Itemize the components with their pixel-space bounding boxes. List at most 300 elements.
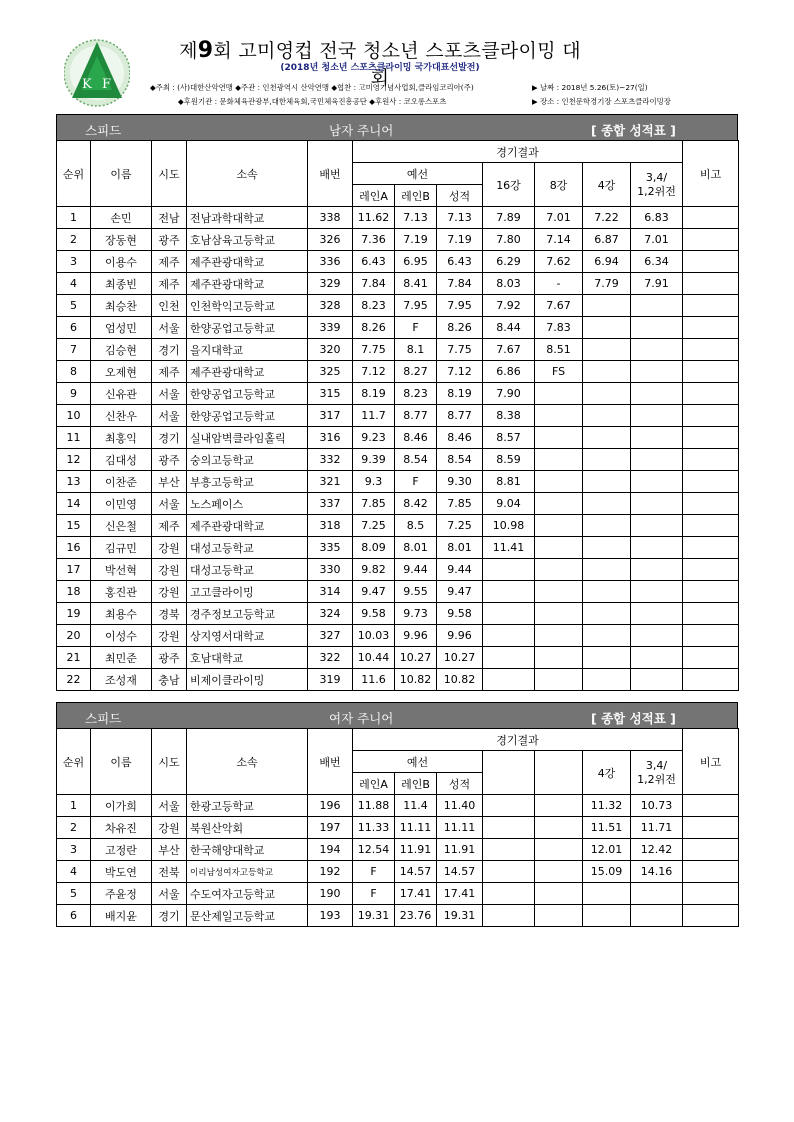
- col-lane-b: 레인B: [395, 185, 437, 207]
- men-cell-score: 7.85: [437, 493, 483, 515]
- men-cell-empty: [683, 339, 739, 361]
- men-cell-empty: [683, 603, 739, 625]
- col-prelim: 예선: [353, 163, 483, 185]
- men-cell-final: [631, 515, 683, 537]
- men-cell-r4: [583, 603, 631, 625]
- men-cell-team: 노스페이스: [187, 493, 308, 515]
- women-cell-rank: 2: [57, 817, 91, 839]
- men-cell-r8: [535, 515, 583, 537]
- men-cell-final: [631, 383, 683, 405]
- men-cell-bib: 320: [308, 339, 353, 361]
- men-cell-rank: 16: [57, 537, 91, 559]
- men-cell-score: 7.12: [437, 361, 483, 383]
- women-cell-empty: [535, 883, 583, 905]
- women-cell-final: 10.73: [631, 795, 683, 817]
- women-cell-final: 11.71: [631, 817, 683, 839]
- women-cell-b: 11.11: [395, 817, 437, 839]
- women-cell-name: 박도연: [91, 861, 152, 883]
- men-cell-name: 장동현: [91, 229, 152, 251]
- women-label: [ 종합 성적표 ]: [591, 711, 676, 726]
- men-cell-r8: [535, 559, 583, 581]
- men-cell-name: 김승현: [91, 339, 152, 361]
- men-cell-b: 9.73: [395, 603, 437, 625]
- men-cell-b: 8.27: [395, 361, 437, 383]
- men-cell-a: 9.23: [353, 427, 395, 449]
- men-cell-name: 신유관: [91, 383, 152, 405]
- men-cell-score: 8.77: [437, 405, 483, 427]
- men-cell-b: 6.95: [395, 251, 437, 273]
- men-cell-r8: [535, 427, 583, 449]
- women-cell-region: 전북: [152, 861, 187, 883]
- women-cell-b: 14.57: [395, 861, 437, 883]
- men-cell-a: 11.62: [353, 207, 395, 229]
- col-r8: 8강: [535, 163, 583, 207]
- men-cell-final: [631, 537, 683, 559]
- men-cell-a: 11.7: [353, 405, 395, 427]
- women-cell-team: 한광고등학교: [187, 795, 308, 817]
- women-cell-rank: 4: [57, 861, 91, 883]
- men-cell-r8: [535, 471, 583, 493]
- men-cell-region: 인천: [152, 295, 187, 317]
- men-cell-b: 9.55: [395, 581, 437, 603]
- men-cell-b: 10.27: [395, 647, 437, 669]
- men-cell-r8: 7.67: [535, 295, 583, 317]
- men-section-bar: [56, 114, 738, 141]
- men-cell-region: 경기: [152, 427, 187, 449]
- men-cell-final: [631, 669, 683, 691]
- men-cell-empty: [683, 537, 739, 559]
- men-cell-empty: [683, 207, 739, 229]
- men-cell-bib: 330: [308, 559, 353, 581]
- women-cell-final: 14.16: [631, 861, 683, 883]
- women-cell-team: 북원산악회: [187, 817, 308, 839]
- men-cell-r16: 7.90: [483, 383, 535, 405]
- men-cell-rank: 6: [57, 317, 91, 339]
- men-cell-name: 최승찬: [91, 295, 152, 317]
- men-cell-r8: [535, 625, 583, 647]
- women-row: [57, 883, 739, 905]
- women-cell-empty: [483, 839, 535, 861]
- women-cell-a: 11.88: [353, 795, 395, 817]
- men-cell-rank: 9: [57, 383, 91, 405]
- men-cell-r4: [583, 405, 631, 427]
- men-cell-score: 9.44: [437, 559, 483, 581]
- men-cell-r8: 7.01: [535, 207, 583, 229]
- men-cell-team: 대성고등학교: [187, 559, 308, 581]
- men-cell-region: 서울: [152, 405, 187, 427]
- men-cell-name: 신은철: [91, 515, 152, 537]
- col-note: 비고: [683, 729, 739, 795]
- men-cell-rank: 21: [57, 647, 91, 669]
- men-row: [57, 625, 739, 647]
- men-cell-r16: 11.41: [483, 537, 535, 559]
- men-cell-r16: [483, 581, 535, 603]
- men-cell-a: 10.03: [353, 625, 395, 647]
- men-row: [57, 383, 739, 405]
- men-cell-final: [631, 427, 683, 449]
- men-cell-team: 제주관광대학교: [187, 515, 308, 537]
- men-cell-r8: 7.14: [535, 229, 583, 251]
- men-cell-final: 6.83: [631, 207, 683, 229]
- men-cell-team: 실내암벽클라임홀릭: [187, 427, 308, 449]
- col-score: 성적: [437, 185, 483, 207]
- men-cell-a: 9.47: [353, 581, 395, 603]
- men-cell-r8: [535, 581, 583, 603]
- men-cell-name: 이찬준: [91, 471, 152, 493]
- men-cell-rank: 1: [57, 207, 91, 229]
- men-cell-bib: 321: [308, 471, 353, 493]
- men-cell-bib: 315: [308, 383, 353, 405]
- men-cell-a: 8.19: [353, 383, 395, 405]
- men-cell-bib: 327: [308, 625, 353, 647]
- women-cell-a: 11.33: [353, 817, 395, 839]
- men-cell-r16: [483, 603, 535, 625]
- men-row: [57, 273, 739, 295]
- men-cell-b: 8.42: [395, 493, 437, 515]
- men-cell-empty: [683, 273, 739, 295]
- men-cell-bib: 317: [308, 405, 353, 427]
- men-cell-a: 7.12: [353, 361, 395, 383]
- men-cell-a: 9.3: [353, 471, 395, 493]
- women-cell-team: 문산제일고등학교: [187, 905, 308, 927]
- col-empty-b: [535, 751, 583, 795]
- men-cell-empty: [683, 647, 739, 669]
- men-cell-score: 6.43: [437, 251, 483, 273]
- men-cell-bib: 314: [308, 581, 353, 603]
- men-cell-final: 7.91: [631, 273, 683, 295]
- men-cell-r8: 7.62: [535, 251, 583, 273]
- federation-logo: [64, 36, 130, 110]
- men-cell-r8: 7.83: [535, 317, 583, 339]
- women-cell-bib: 196: [308, 795, 353, 817]
- men-cell-r8: FS: [535, 361, 583, 383]
- men-cell-a: 9.39: [353, 449, 395, 471]
- men-cell-score: 10.27: [437, 647, 483, 669]
- col-region: 시도: [152, 141, 187, 207]
- men-cell-a: 9.82: [353, 559, 395, 581]
- men-cell-b: 7.19: [395, 229, 437, 251]
- men-cell-rank: 20: [57, 625, 91, 647]
- men-cell-name: 박선혁: [91, 559, 152, 581]
- men-cell-rank: 12: [57, 449, 91, 471]
- women-cell-empty: [683, 861, 739, 883]
- men-cell-bib: 322: [308, 647, 353, 669]
- men-cell-a: 11.6: [353, 669, 395, 691]
- men-cell-score: 7.25: [437, 515, 483, 537]
- men-cell-a: 7.84: [353, 273, 395, 295]
- logo-letter-f: F: [102, 77, 112, 92]
- men-cell-name: 김대성: [91, 449, 152, 471]
- men-cell-score: 10.82: [437, 669, 483, 691]
- men-cell-r16: 8.59: [483, 449, 535, 471]
- col-final: 3,4/ 1,2위전: [631, 751, 683, 795]
- men-cell-region: 전남: [152, 207, 187, 229]
- men-cell-r16: 8.81: [483, 471, 535, 493]
- event-place: ▶ 장소 : 인천문학경기장 스포츠클라이밍장: [532, 97, 671, 106]
- col-r16: 16강: [483, 163, 535, 207]
- men-cell-r16: [483, 669, 535, 691]
- men-cell-score: 8.19: [437, 383, 483, 405]
- men-cell-team: 제주관광대학교: [187, 273, 308, 295]
- men-cell-rank: 7: [57, 339, 91, 361]
- women-cell-empty: [683, 817, 739, 839]
- women-cell-empty: [683, 839, 739, 861]
- men-cell-empty: [683, 405, 739, 427]
- men-division: 남자 주니어: [329, 123, 394, 138]
- women-cell-a: 12.54: [353, 839, 395, 861]
- men-cell-rank: 2: [57, 229, 91, 251]
- men-cell-final: 7.01: [631, 229, 683, 251]
- men-cell-name: 최용수: [91, 603, 152, 625]
- men-cell-rank: 10: [57, 405, 91, 427]
- men-cell-r8: [535, 493, 583, 515]
- men-row: [57, 537, 739, 559]
- men-cell-final: [631, 405, 683, 427]
- men-cell-a: 7.25: [353, 515, 395, 537]
- women-results-table: [56, 728, 739, 927]
- men-cell-r4: [583, 383, 631, 405]
- men-cell-r4: 6.87: [583, 229, 631, 251]
- men-row: [57, 493, 739, 515]
- men-cell-name: 엄성민: [91, 317, 152, 339]
- men-cell-region: 부산: [152, 471, 187, 493]
- men-cell-score: 9.47: [437, 581, 483, 603]
- men-cell-empty: [683, 449, 739, 471]
- organizer-info: ◆주최 : (사)대한산악연맹 ◆주관 : 인천광역시 산악연맹 ◆협찬 : 고미영기념사업회,클라임코리아(주): [150, 83, 474, 92]
- men-cell-region: 광주: [152, 229, 187, 251]
- men-cell-r16: [483, 625, 535, 647]
- men-cell-name: 손민: [91, 207, 152, 229]
- col-bib: 배번: [308, 729, 353, 795]
- women-cell-region: 강원: [152, 817, 187, 839]
- women-cell-a: F: [353, 883, 395, 905]
- women-cell-r4: [583, 905, 631, 927]
- men-cell-name: 김규민: [91, 537, 152, 559]
- page-subtitle: (2018년 청소년 스포츠클라이밍 국가대표선발전): [280, 63, 480, 73]
- men-cell-empty: [683, 295, 739, 317]
- men-cell-r8: -: [535, 273, 583, 295]
- men-cell-a: 8.09: [353, 537, 395, 559]
- col-empty-a: [483, 751, 535, 795]
- men-results-table: [56, 140, 739, 691]
- women-cell-name: 배지윤: [91, 905, 152, 927]
- men-cell-region: 제주: [152, 273, 187, 295]
- women-cell-bib: 194: [308, 839, 353, 861]
- men-cell-bib: 339: [308, 317, 353, 339]
- women-cell-region: 부산: [152, 839, 187, 861]
- men-cell-empty: [683, 581, 739, 603]
- men-category: 스피드: [85, 123, 122, 138]
- men-row: [57, 603, 739, 625]
- men-cell-region: 서울: [152, 493, 187, 515]
- men-cell-score: 7.19: [437, 229, 483, 251]
- women-section-bar: [56, 702, 738, 729]
- men-cell-name: 신찬우: [91, 405, 152, 427]
- men-cell-b: F: [395, 317, 437, 339]
- men-cell-name: 이용수: [91, 251, 152, 273]
- men-cell-final: [631, 471, 683, 493]
- men-cell-team: 제주관광대학교: [187, 251, 308, 273]
- men-cell-team: 고고클라이밍: [187, 581, 308, 603]
- men-cell-region: 제주: [152, 251, 187, 273]
- men-cell-team: 호남삼육고등학교: [187, 229, 308, 251]
- women-cell-score: 11.11: [437, 817, 483, 839]
- men-cell-r4: [583, 317, 631, 339]
- logo-letter-k: K: [82, 77, 92, 92]
- men-cell-score: 9.30: [437, 471, 483, 493]
- col-rank: 순위: [57, 141, 91, 207]
- men-cell-b: 7.95: [395, 295, 437, 317]
- men-cell-b: 8.23: [395, 383, 437, 405]
- men-row: [57, 669, 739, 691]
- men-cell-empty: [683, 559, 739, 581]
- men-cell-r4: [583, 537, 631, 559]
- men-row: [57, 559, 739, 581]
- men-cell-team: 한양공업고등학교: [187, 405, 308, 427]
- men-cell-team: 제주관광대학교: [187, 361, 308, 383]
- col-name: 이름: [91, 729, 152, 795]
- men-cell-r4: 7.79: [583, 273, 631, 295]
- women-cell-rank: 6: [57, 905, 91, 927]
- men-cell-b: 8.41: [395, 273, 437, 295]
- men-cell-bib: 335: [308, 537, 353, 559]
- men-cell-b: 9.96: [395, 625, 437, 647]
- men-cell-rank: 11: [57, 427, 91, 449]
- men-cell-name: 이성수: [91, 625, 152, 647]
- women-cell-empty: [483, 905, 535, 927]
- men-cell-b: 8.46: [395, 427, 437, 449]
- women-cell-region: 경기: [152, 905, 187, 927]
- men-cell-rank: 13: [57, 471, 91, 493]
- women-cell-rank: 3: [57, 839, 91, 861]
- men-row: [57, 581, 739, 603]
- men-cell-score: 7.75: [437, 339, 483, 361]
- women-row: [57, 817, 739, 839]
- men-cell-region: 강원: [152, 559, 187, 581]
- men-cell-score: 9.58: [437, 603, 483, 625]
- col-lane-a: 레인A: [353, 773, 395, 795]
- col-rank: 순위: [57, 729, 91, 795]
- col-final: 3,4/ 1,2위전: [631, 163, 683, 207]
- men-label: [ 종합 성적표 ]: [591, 123, 676, 138]
- col-note: 비고: [683, 141, 739, 207]
- men-cell-r4: [583, 361, 631, 383]
- men-cell-team: 경주정보고등학교: [187, 603, 308, 625]
- men-cell-team: 상지영서대학교: [187, 625, 308, 647]
- men-cell-r16: [483, 559, 535, 581]
- women-cell-team: 이리남성여자고등학교: [187, 861, 308, 883]
- men-cell-final: [631, 559, 683, 581]
- women-cell-final: [631, 905, 683, 927]
- col-results: 경기결과: [353, 141, 683, 163]
- col-region: 시도: [152, 729, 187, 795]
- men-cell-b: 10.82: [395, 669, 437, 691]
- men-cell-bib: 328: [308, 295, 353, 317]
- men-cell-rank: 17: [57, 559, 91, 581]
- men-cell-r8: [535, 603, 583, 625]
- men-cell-r16: 10.98: [483, 515, 535, 537]
- men-cell-r4: [583, 427, 631, 449]
- women-cell-region: 서울: [152, 883, 187, 905]
- page-title: 제9회 고미영컵 전국 청소년 스포츠클라이밍 대회: [179, 38, 581, 89]
- sponsor-info: ◆후원기관 : 문화체육관광부,대한체육회,국민체육진흥공단 ◆후원사 : 코오롱스포츠: [178, 97, 447, 106]
- men-cell-score: 9.96: [437, 625, 483, 647]
- women-cell-b: 11.4: [395, 795, 437, 817]
- men-cell-bib: 319: [308, 669, 353, 691]
- women-cell-score: 11.40: [437, 795, 483, 817]
- men-cell-bib: 316: [308, 427, 353, 449]
- event-date: ▶ 날짜 : 2018년 5.26(토)~27(일): [532, 83, 648, 92]
- men-cell-r4: [583, 515, 631, 537]
- men-cell-region: 경북: [152, 603, 187, 625]
- men-cell-empty: [683, 669, 739, 691]
- men-cell-final: [631, 295, 683, 317]
- men-cell-team: 한양공업고등학교: [187, 383, 308, 405]
- women-cell-r4: 12.01: [583, 839, 631, 861]
- men-cell-region: 제주: [152, 361, 187, 383]
- men-cell-empty: [683, 515, 739, 537]
- men-cell-region: 광주: [152, 449, 187, 471]
- men-cell-r16: 9.04: [483, 493, 535, 515]
- women-cell-name: 고정란: [91, 839, 152, 861]
- men-cell-empty: [683, 383, 739, 405]
- women-cell-empty: [535, 795, 583, 817]
- men-cell-empty: [683, 625, 739, 647]
- men-cell-bib: 325: [308, 361, 353, 383]
- men-cell-a: 8.23: [353, 295, 395, 317]
- women-cell-empty: [483, 883, 535, 905]
- col-r4: 4강: [583, 163, 631, 207]
- col-prelim: 예선: [353, 751, 483, 773]
- women-cell-empty: [683, 883, 739, 905]
- women-cell-score: 11.91: [437, 839, 483, 861]
- men-cell-final: [631, 493, 683, 515]
- men-cell-rank: 3: [57, 251, 91, 273]
- men-cell-bib: 337: [308, 493, 353, 515]
- women-cell-score: 14.57: [437, 861, 483, 883]
- women-cell-empty: [535, 817, 583, 839]
- women-cell-r4: 11.32: [583, 795, 631, 817]
- men-cell-r4: [583, 449, 631, 471]
- men-cell-r4: [583, 647, 631, 669]
- men-cell-empty: [683, 471, 739, 493]
- men-cell-bib: 326: [308, 229, 353, 251]
- men-row: [57, 251, 739, 273]
- col-lane-a: 레인A: [353, 185, 395, 207]
- men-cell-r16: 7.89: [483, 207, 535, 229]
- men-row: [57, 427, 739, 449]
- men-cell-empty: [683, 229, 739, 251]
- men-cell-r16: 8.44: [483, 317, 535, 339]
- women-cell-score: 17.41: [437, 883, 483, 905]
- men-row: [57, 317, 739, 339]
- men-cell-name: 오제현: [91, 361, 152, 383]
- men-cell-name: 최민준: [91, 647, 152, 669]
- men-cell-a: 6.43: [353, 251, 395, 273]
- men-cell-r16: 8.57: [483, 427, 535, 449]
- men-cell-r8: [535, 647, 583, 669]
- men-cell-r4: 6.94: [583, 251, 631, 273]
- men-cell-score: 7.95: [437, 295, 483, 317]
- men-cell-r16: 7.80: [483, 229, 535, 251]
- women-cell-b: 23.76: [395, 905, 437, 927]
- col-lane-b: 레인B: [395, 773, 437, 795]
- women-cell-empty: [683, 795, 739, 817]
- men-cell-rank: 5: [57, 295, 91, 317]
- women-cell-team: 수도여자고등학교: [187, 883, 308, 905]
- men-row: [57, 647, 739, 669]
- men-cell-a: 7.75: [353, 339, 395, 361]
